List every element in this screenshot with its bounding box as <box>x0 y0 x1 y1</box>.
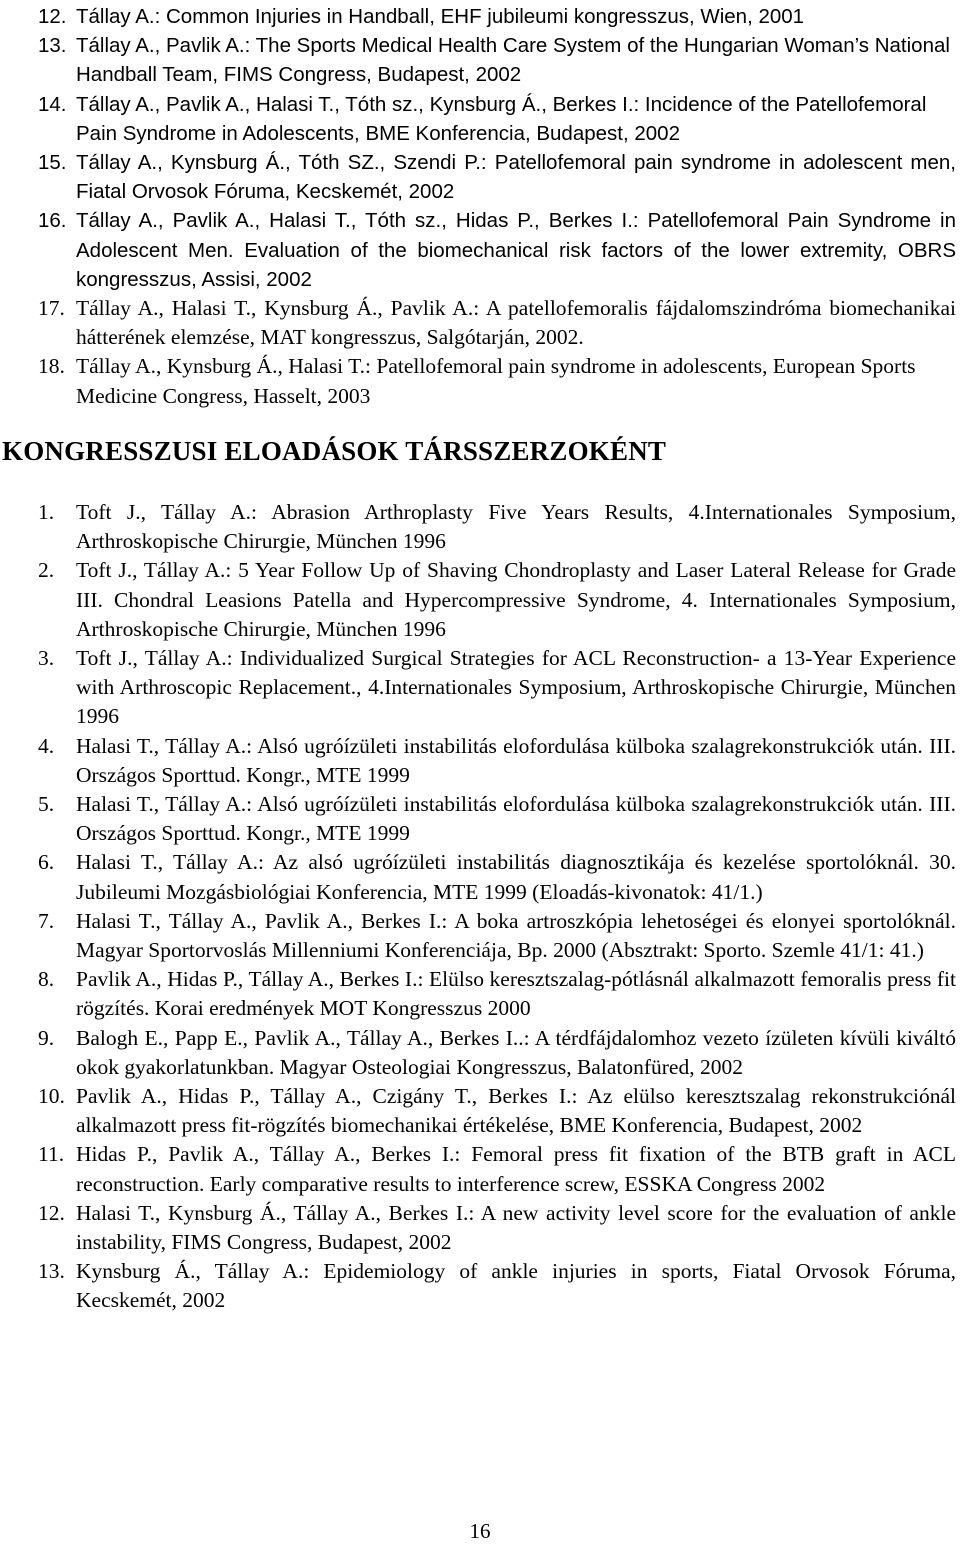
reference-number: 16. <box>38 209 67 233</box>
reference-text: Balogh E., Papp E., Pavlik A., Tállay A., Berkes I..: A térdfájdalomhoz vezeto ízületen kívüli kiváltó okok gyakorlatunkban. Magyar Osteologiai Kongresszus, Balatonfüred, 2002 <box>76 1025 956 1079</box>
reference-text: Tállay A., Kynsburg Á., Tóth SZ., Szendi P.: Patellofemoral pain syndrome in adolescent men, Fiatal Orvosok Fóruma, Kecskemét, 2002 <box>76 151 956 204</box>
reference-item <box>38 498 956 556</box>
reference-number: 4. <box>38 733 55 758</box>
reference-item <box>38 294 956 352</box>
reference-item <box>38 148 956 206</box>
reference-item <box>38 1024 956 1082</box>
reference-item <box>38 644 956 732</box>
reference-number: 3. <box>38 646 55 671</box>
reference-text: Kynsburg Á., Tállay A.: Epidemiology of ankle injuries in sports, Fiatal Orvosok Fóruma, Kecskemét, 2002 <box>76 1259 956 1313</box>
reference-number: 13. <box>38 34 67 58</box>
reference-number: 14. <box>38 92 67 116</box>
reference-item <box>38 206 956 294</box>
reference-text: Tállay A., Pavlik A.: The Sports Medical Health Care System of the Hungarian Woman’s National Handball Team, FIMS Congress, Budapest, 2002 <box>76 34 950 87</box>
reference-item <box>38 790 956 848</box>
reference-item <box>38 848 956 906</box>
reference-text: Halasi T., Tállay A., Pavlik A., Berkes I.: A boka artroszkópia lehetoségei és elonyei sportolóknál. Magyar Sportorvoslás Millenniumi Konferenciája, Bp. 2000 (Absztrakt: Sporto. Szemle 41/1: 41.) <box>76 908 956 963</box>
reference-item <box>38 352 956 410</box>
reference-item <box>38 1082 956 1140</box>
reference-number: 2. <box>38 558 55 583</box>
reference-text: Toft J., Tállay A.: 5 Year Follow Up of Shaving Chondroplasty and Laser Lateral Release for Grade III. Chondral Leasions Patella and Hypercompressive Syndrome, 4. Internationales Symposium, Arthroskopische Chirurgie, München 1996 <box>76 558 956 641</box>
reference-number: 7. <box>38 908 55 933</box>
reference-number: 17. <box>38 296 65 321</box>
reference-text: Pavlik A., Hidas P., Tállay A., Berkes I.: Elülso keresztszalag-pótlásnál alkalmazott femoralis press fit rögzítés. Korai eredmények MOT Kongresszus 2000 <box>76 967 956 1021</box>
reference-number: 9. <box>38 1025 55 1050</box>
reference-number: 15. <box>38 151 67 175</box>
reference-item <box>38 31 956 89</box>
reference-item <box>38 732 956 790</box>
reference-list-coauthor <box>38 498 956 1316</box>
reference-text: Toft J., Tállay A.: Abrasion Arthroplasty Five Years Results, 4.Internationales Symposium, Arthroskopische Chirurgie, München 1996 <box>76 500 956 554</box>
reference-text: Tállay A., Halasi T., Kynsburg Á., Pavlik A.: A patellofemoralis fájdalomszindróma biomechanikai hátterének elemzése, MAT kongresszus, Salgótarján, 2002. <box>76 296 956 350</box>
reference-item <box>38 965 956 1023</box>
reference-item <box>38 90 956 148</box>
reference-text: Halasi T., Tállay A.: Alsó ugróízületi instabilitás elofordulása külboka szalagrekonstrukciók után. III. Országos Sporttud. Kongr., MTE 1999 <box>76 792 956 846</box>
reference-text: Tállay A., Pavlik A., Halasi T., Tóth sz., Kynsburg Á., Berkes I.: Incidence of the Patellofemoral Pain Syndrome in Adolescents, BME Konferencia, Budapest, 2002 <box>76 92 927 145</box>
reference-text: Pavlik A., Hidas P., Tállay A., Czigány T., Berkes I.: Az elülso keresztszalag rekonstrukciónál alkalmazott press fit-rögzítés biomechanikai értékelése, BME Konferencia, Budapest, 2002 <box>76 1084 956 1138</box>
reference-text: Hidas P., Pavlik A., Tállay A., Berkes I.: Femoral press fit fixation of the BTB graft in ACL reconstruction. Early comparative results to interference screw, ESSKA Congress 2002 <box>76 1142 956 1196</box>
reference-item <box>38 907 956 965</box>
reference-number: 12. <box>38 5 67 28</box>
reference-number: 18. <box>38 354 65 379</box>
reference-text: Tállay A.: Common Injuries in Handball, EHF jubileumi kongresszus, Wien, 2001 <box>76 5 805 28</box>
reference-text: Halasi T., Tállay A.: Alsó ugróízületi instabilitás elofordulása külboka szalagrekonstrukciók után. III. Országos Sporttud. Kongr., MTE 1999 <box>76 733 956 787</box>
reference-item <box>38 556 956 644</box>
reference-text: Halasi T., Tállay A.: Az alsó ugróízületi instabilitás diagnosztikája és kezelése sportolóknál. 30. Jubileumi Mozgásbiológiai Konferencia, MTE 1999 (Eloadás-kivonatok: 41/1.) <box>76 850 956 904</box>
reference-number: 8. <box>38 967 55 992</box>
reference-number: 10. <box>38 1084 65 1109</box>
reference-number: 11. <box>38 1142 65 1167</box>
reference-number: 13. <box>38 1259 65 1284</box>
reference-item <box>38 1199 956 1257</box>
reference-text: Tállay A., Pavlik A., Halasi T., Tóth sz., Hidas P., Berkes I.: Patellofemoral Pain Syndrome in Adolescent Men. Evaluation of the biomechanical risk factors of the lower extremity, OBRS kongresszus, Assisi, 2002 <box>76 209 956 291</box>
reference-item <box>38 2 956 31</box>
reference-text: Tállay A., Kynsburg Á., Halasi T.: Patellofemoral pain syndrome in adolescents, European Sports Medicine Congress, Hasselt, 2003 <box>76 354 916 408</box>
reference-number: 6. <box>38 850 55 875</box>
reference-item <box>38 1257 956 1315</box>
reference-text: Toft J., Tállay A.: Individualized Surgical Strategies for ACL Reconstruction- a 13-Year Experience with Arthroscopic Replacement., 4.Internationales Symposium, Arthroskopische Chirurgie, München 1996 <box>76 646 956 729</box>
reference-number: 1. <box>38 500 55 524</box>
reference-number: 12. <box>38 1200 65 1225</box>
reference-text: Halasi T., Kynsburg Á., Tállay A., Berkes I.: A new activity level score for the evaluation of ankle instability, FIMS Congress, Budapest, 2002 <box>76 1200 956 1255</box>
reference-list-first-author <box>38 2 956 411</box>
section-heading: KONGRESSZUSI ELOADÁSOK TÁRSSZERZOKÉNT <box>2 436 667 466</box>
reference-item <box>38 1140 956 1198</box>
page-number: 16 <box>469 1519 491 1543</box>
reference-number: 5. <box>38 792 55 817</box>
